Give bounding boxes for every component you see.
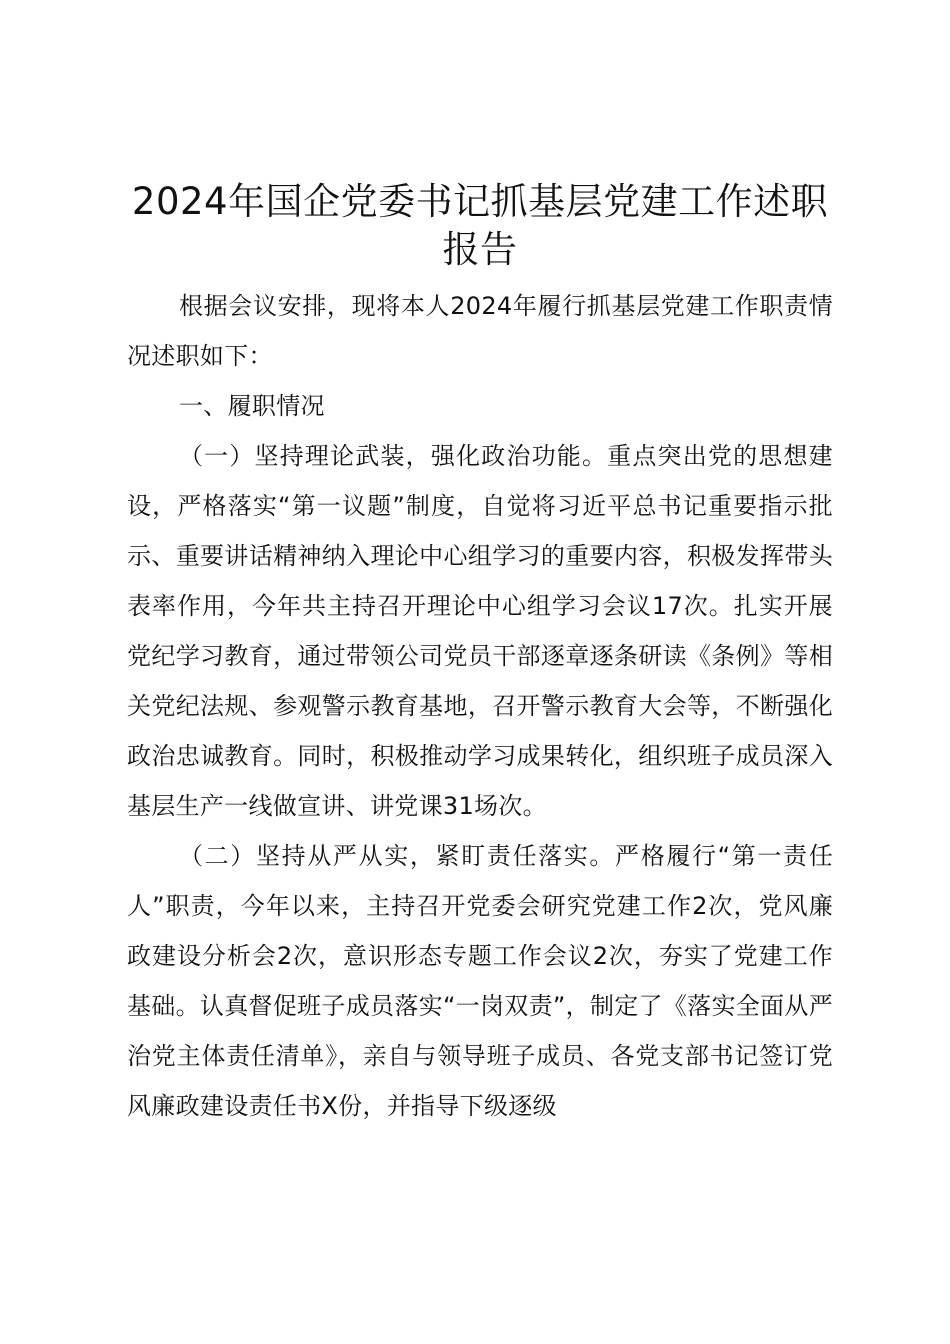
document-title: 2024年国企党委书记抓基层党建工作述职报告 bbox=[131, 180, 829, 271]
section-heading: 一、履职情况 bbox=[179, 392, 325, 420]
paragraph-theory: （一）坚持理论武装，强化政治功能。重点突出党的思想建设，严格落实“第一议题”制度，自觉将习近平总书记重要指示批示、重要讲话精神纳入理论中心组学习的重要内容，积极发挥带头表率作用，今年共主持召开理论中心组学习会议17次。扎实开展党纪学习教育，通过带领公司党员干部逐章逐条研读《条例》等相关党纪法规、参观警示教育基地，召开警示教育大会等，不断强化政治忠诚教育。同时，积极推动学习成果转化，组织班子成员深入基层生产一线做宣讲、讲党课31场次。 bbox=[127, 442, 833, 820]
document-body bbox=[127, 281, 833, 1131]
intro-paragraph: 根据会议安排，现将本人2024年履行抓基层党建工作职责情况述职如下： bbox=[127, 292, 833, 370]
paragraph-responsibility: （二）坚持从严从实，紧盯责任落实。严格履行“第一责任人”职责，今年以来，主持召开党委会研究党建工作2次，党风廉政建设分析会2次，意识形态专题工作会议2次，夯实了党建工作基础。认真督促班子成员落实“一岗双责”，制定了《落实全面从严治党主体责任清单》，亲自与领导班子成员、各党支部书记签订党风廉政建设责任书X份，并指导下级逐级 bbox=[127, 842, 833, 1120]
